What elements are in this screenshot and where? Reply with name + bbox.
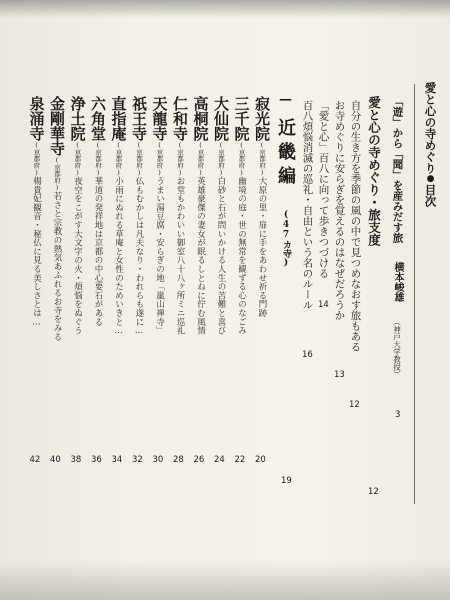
temple-name: 三千院 <box>232 96 251 141</box>
header-rule <box>414 84 415 504</box>
section-page: 19 <box>281 476 292 486</box>
temple-prefecture: (京都府) <box>155 141 164 177</box>
intro-page-number: 3 <box>395 410 401 420</box>
temple-entry <box>29 96 45 328</box>
section-heading: 近畿編 <box>275 118 296 190</box>
temple-entry <box>254 96 270 317</box>
prep-line-4: 百八煩悩消滅の巡礼・自由という名のルール <box>301 100 314 310</box>
temple-prefecture: (京都府) <box>135 141 143 177</box>
prep-line-2-page: 13 <box>334 370 345 380</box>
temple-description: 楊貴妃観音・秘仏に見る美しさとは… <box>31 176 42 328</box>
temple-page-number: 36 <box>91 455 102 465</box>
temple-page-number: 24 <box>214 455 225 465</box>
prep-line-3: 「愛と心」百八に向って歩きつづける <box>317 100 330 279</box>
temple-description: 夜空をこがす大文字の火・煩悩をぬぐう <box>72 176 83 335</box>
intro-author-affil: （神戸大学教授） <box>392 318 402 378</box>
prep-line-2: お寺めぐりに安らぎを覚えるのはなぜだろうか <box>333 100 346 321</box>
temple-name: 天龍寺 <box>150 96 169 141</box>
temple-prefecture: (京都府) <box>53 156 61 192</box>
temple-page-number: 28 <box>173 455 184 465</box>
temple-page-number: 38 <box>70 455 82 465</box>
temple-page-number: 34 <box>111 455 123 465</box>
intro-heading: 「遊」から「聞」を産みだす旅 <box>391 96 404 243</box>
temple-entry <box>70 96 86 335</box>
temple-name: 高桐院 <box>191 96 210 141</box>
temple-description: 若さと宗教の熱気あふれるお寺をみる <box>52 191 62 342</box>
prep-line-1-page: 12 <box>349 400 360 410</box>
temple-name: 六角堂 <box>89 96 107 141</box>
temple-prefecture: (京都府) <box>73 141 82 177</box>
temple-prefecture: (京都府) <box>258 141 266 177</box>
prep-heading-page: 12 <box>368 487 379 497</box>
book-title: 愛と心の寺めぐり●目次 <box>423 82 438 207</box>
prep-line-3-page: 14 <box>318 300 329 310</box>
book-title-text: 愛と心の寺めぐり <box>423 82 438 174</box>
contents-label: 目次 <box>423 184 438 207</box>
temple-prefecture: (京都府) <box>114 141 123 177</box>
prep-heading: 愛と心の寺めぐり・旅支度 <box>366 96 382 246</box>
prep-line-4-page: 16 <box>302 350 313 360</box>
temple-entry <box>172 96 188 335</box>
temple-entry <box>152 96 168 335</box>
temple-prefecture: (京都府) <box>176 141 184 177</box>
temple-description: 大原の里・扉に手をあわせ祈る門跡 <box>257 176 267 318</box>
temple-name: 直指庵 <box>109 96 128 141</box>
temple-description: 白砂と石が問いかける人生の苦難と喜び <box>216 176 226 335</box>
temple-page-number: 22 <box>234 455 246 465</box>
temple-name: 浄土院 <box>68 96 87 141</box>
temple-entry <box>49 96 65 341</box>
temple-entry <box>111 96 127 336</box>
temple-entry <box>90 96 106 326</box>
temple-description: 華道の発祥地は京都の中心要石がある <box>93 176 103 327</box>
temple-prefecture: (京都府) <box>32 141 41 177</box>
temple-prefecture: (京都府) <box>94 141 102 177</box>
temple-description: うまい湯豆腐・安らぎの地「嵐山禅寺」 <box>154 176 165 335</box>
temple-entry <box>234 96 250 335</box>
temple-name: 祇王寺 <box>130 96 148 141</box>
temple-prefecture: (京都府) <box>196 141 205 177</box>
temple-name: 金剛華寺 <box>48 96 66 156</box>
temple-name: 大仙院 <box>212 96 230 141</box>
intro-author: 横本峻雄 <box>392 262 403 302</box>
prep-line-1: 自分の生き方を季節の風の中で見つめなおす旅もある <box>349 100 362 352</box>
temple-description: 幽境の庭・世の無常を観ずる心のなごみ <box>236 176 247 335</box>
temple-page-number: 42 <box>29 455 41 465</box>
temple-page-number: 26 <box>193 455 205 465</box>
temple-description: お堂もかわいい御室八十八ヶ所ミニ巡礼 <box>175 176 185 335</box>
temple-page-number: 20 <box>255 455 266 465</box>
temple-description: 仏もむかしは凡夫なり・われらも遂に… <box>134 176 144 337</box>
temple-description: 英雄豪傑の妻女が眠るしとねに佇む風情 <box>195 176 206 335</box>
temple-name: 泉涌寺 <box>27 96 46 141</box>
temple-name: 寂光院 <box>253 96 271 141</box>
section-count: (47カ寺) <box>281 210 291 268</box>
temple-name: 仁和寺 <box>171 96 189 141</box>
temple-page-number: 30 <box>152 455 164 465</box>
temple-description: 小雨にぬれる草庵と女性のためいきと… <box>113 176 124 337</box>
temple-page-number: 32 <box>132 455 143 465</box>
page-bottom-shadow <box>0 560 450 600</box>
temple-prefecture: (京都府) <box>217 141 225 177</box>
section-dash: — <box>278 92 293 107</box>
temple-entry <box>193 96 209 335</box>
temple-entry <box>131 96 147 336</box>
temple-entry <box>213 96 229 335</box>
page-top-shadow <box>0 0 450 18</box>
temple-prefecture: (京都府) <box>237 141 246 177</box>
temple-page-number: 40 <box>50 455 61 465</box>
